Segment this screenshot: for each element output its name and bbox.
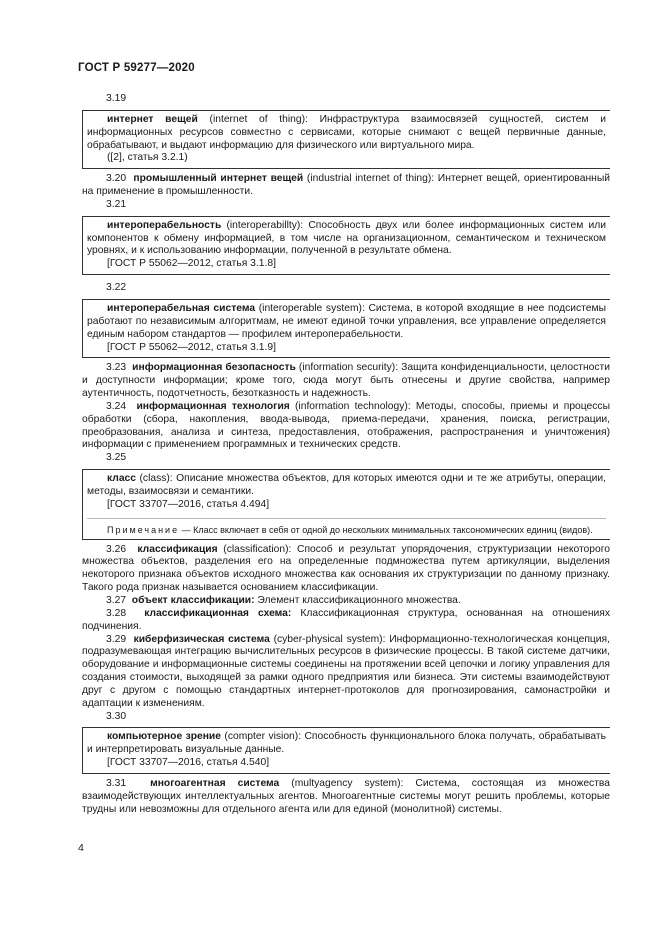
- entry-number: 3.21: [106, 198, 127, 210]
- definition: (cyber-physical system): Информационно-технологическая концепция, подразумевающая интеграцию вычислительных ресурсов в физические процессы. В такой системе датчики, оборудование и информационные системы соединены на протяжении всей цепочки и логику управления для создания стоимости, выходящей за рамки одного предприятия или бизнеса. Эти системы взаимодействуют друг с другом с помощью стандартных интернет-протоколов для прогнозирования, самонастройки и адаптации к изменениям.: [82, 633, 610, 709]
- definition: (compter vision): Способность функционального блока получать, обрабатывать и интерпретировать визуальные данные.: [87, 731, 606, 756]
- term: интероперабельность: [107, 219, 222, 231]
- entry-paragraph: [82, 634, 610, 711]
- entry-number: 3.27: [106, 595, 127, 606]
- source-reference: ([2], статья 3.2.1): [107, 152, 188, 164]
- page-number: 4: [78, 842, 84, 854]
- term: классификационная схема:: [144, 607, 292, 619]
- source-reference: [ГОСТ Р 55062—2012, статья 3.1.9]: [107, 341, 276, 353]
- entry-paragraph: [82, 401, 610, 452]
- note-text: — Класс включает в себя от одной до нескольких минимальных таксономических единиц (видов).: [179, 524, 593, 535]
- entry-paragraph: [82, 544, 610, 595]
- entry-number: 3.26: [106, 543, 127, 555]
- document-header: ГОСТ Р 59277—2020: [78, 62, 195, 74]
- entry-paragraph: [82, 173, 610, 199]
- entry-number: 3.22: [106, 282, 127, 294]
- definition: (interoperabillty): Способность двух или более информационных систем или компонентов к обмену информацией, в том числе на организационном, семантическом и техническом уровнях, и к использованию информации, полученной в результате обмена.: [87, 219, 606, 257]
- definition-box: [82, 216, 610, 275]
- definition: (classification): Способ и результат упорядочения, структуризации некоторого множества объектов, разделения его на определенные подмножества путем артикуляции, выделения некоторого признака объектов исходного множества как основания их структуризации по данному признаку. Такого рода признак называется основанием классификации.: [82, 543, 610, 594]
- entry-number: 3.20: [106, 173, 127, 185]
- term: интероперабельная система: [107, 302, 256, 314]
- definition: (industrial internet of thing): Интернет вещей, ориентированный на применение в промышленности.: [82, 173, 610, 198]
- definition-text: [87, 473, 606, 499]
- definition-box: [82, 727, 610, 774]
- term: объект классификации:: [131, 595, 255, 606]
- definition: (internet of thing): Инфраструктура взаимосвязей сущностей, систем и информационных ресурсов совместно с сервисами, которые снимают с вещей первичные данные, обрабатывают, и выдают информацию для физического или виртуального мира.: [87, 113, 606, 151]
- definition: Элемент классификационного множества.: [254, 595, 461, 606]
- document-body: [82, 93, 610, 817]
- term: класс: [107, 473, 137, 485]
- entry-number: 3.30: [106, 710, 127, 722]
- entry-number: 3.29: [106, 633, 127, 645]
- source-reference: [ГОСТ 33707—2016, статья 4.494]: [107, 498, 270, 510]
- entry-number: 3.24: [106, 400, 127, 412]
- term: информационная технология: [136, 400, 290, 412]
- entry-paragraph: [82, 778, 610, 817]
- term: компьютерное зрение: [107, 731, 221, 743]
- definition-box: [82, 469, 610, 540]
- entry-paragraph: [82, 595, 610, 608]
- source-reference: [ГОСТ 33707—2016, статья 4.540]: [107, 757, 270, 769]
- source-reference: [ГОСТ Р 55062—2012, статья 3.1.8]: [107, 258, 276, 270]
- entry-number: 3.31: [106, 777, 127, 789]
- term: многоагентная система: [150, 777, 280, 789]
- definition-text: [87, 731, 606, 757]
- definition-box: [82, 110, 610, 169]
- definition-box: [82, 299, 610, 358]
- term: интернет вещей: [107, 113, 198, 125]
- entry-number: 3.25: [106, 452, 127, 464]
- entry-number: 3.19: [106, 93, 127, 104]
- definition: (multyagency system): Система, состоящая из множества взаимодействующих интеллектуальных агентов. Многоагентные системы могут решить проблемы, которые трудны или невозможны для отдельного агента или для единой (монолитной) системы.: [82, 777, 610, 815]
- definition-text: [87, 303, 606, 342]
- entry-number: 3.28: [106, 607, 127, 619]
- note: [87, 518, 606, 536]
- definition: (information security): Защита конфиденциальности, целостности и доступности информации; кроме того, сюда могут быть отнесены и другие свойства, например аутентичность, подотчетность, безотказность и надежность.: [82, 362, 610, 400]
- entry-number: 3.23: [106, 362, 127, 374]
- note-label: Примечание: [107, 524, 180, 535]
- entry-paragraph: [82, 362, 610, 401]
- definition: (class): Описание множества объектов, для которых имеются одни и те же атрибуты, операции, методы, взаимосвязи и семантики.: [87, 473, 606, 497]
- term: классификация: [137, 543, 218, 555]
- term: промышленный интернет вещей: [133, 173, 304, 185]
- definition: Классификационная структура, основанная на отношениях подчинения.: [82, 607, 610, 632]
- term: киберфизическая система: [133, 633, 270, 645]
- definition: (information technology): Методы, способы, приемы и процессы обработки (сбора, накопления, ввода-вывода, приема-передачи, хранения, поиска, регистрации, преобразования, анализа и синтеза, предоставления, отображения, распространения и уничтожения) информации с применением программных и технических средств.: [82, 400, 610, 451]
- entry-paragraph: [82, 608, 610, 634]
- definition: (interoperable system): Система, в которой входящие в нее подсистемы работают по независимым алгоритмам, не имеют единой точки управления, все управление определяется единым набором стандартов — профилем интероперабельности.: [87, 302, 606, 340]
- term: информационная безопасность: [132, 362, 296, 374]
- definition-text: [87, 114, 606, 153]
- definition-text: [87, 220, 606, 259]
